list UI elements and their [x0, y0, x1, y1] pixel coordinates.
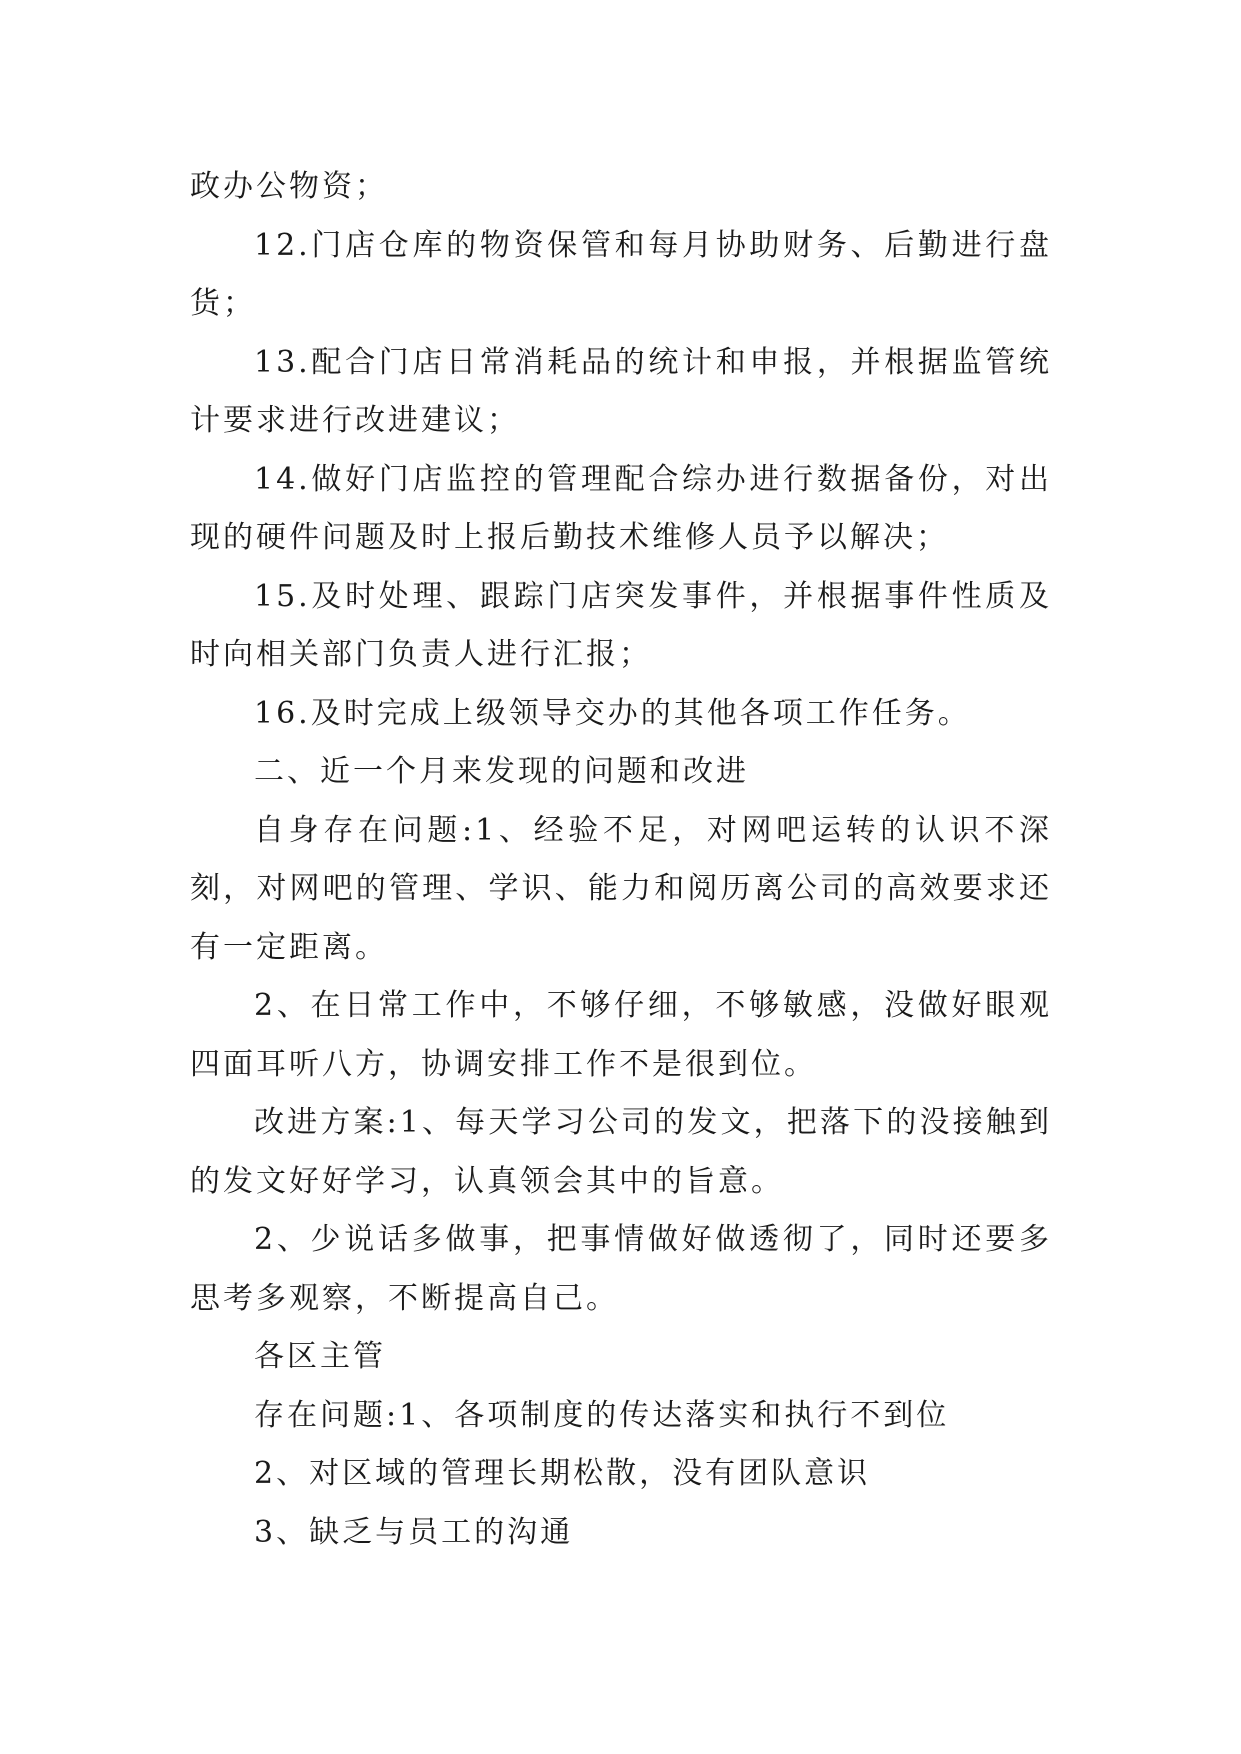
paragraph-continuation: 政办公物资；: [190, 169, 388, 204]
paragraph-self-problems: 自身存在问题:1、经验不足，对网吧运转的认识不深刻，对网吧的管理、学识、能力和阅历离公司的高效要求还有一定距离。: [190, 812, 1052, 965]
paragraph-improvement-plan: 改进方案:1、每天学习公司的发文，把落下的没接触到的发文好好学习，认真领会其中的旨意。: [190, 1105, 1052, 1199]
paragraph-item-12: 12.门店仓库的物资保管和每月协助财务、后勤进行盘货；: [190, 227, 1052, 321]
paragraph-self-problems-2: 2、在日常工作中，不够仔细，不够敏感，没做好眼观四面耳听八方，协调安排工作不是很到位。: [190, 988, 1052, 1082]
subheading-area-supervisors: 各区主管: [254, 1339, 386, 1374]
paragraph-item-14: 14.做好门店监控的管理配合综办进行数据备份，对出现的硬件问题及时上报后勤技术维修人员予以解决；: [190, 461, 1052, 555]
paragraph-improvement-plan-2: 2、少说话多做事，把事情做好做透彻了，同时还要多思考多观察，不断提高自己。: [190, 1222, 1052, 1316]
paragraph-supervisor-problem-1: 存在问题:1、各项制度的传达落实和执行不到位: [254, 1397, 950, 1433]
paragraph-item-16: 16.及时完成上级领导交办的其他各项工作任务。: [254, 695, 971, 731]
paragraph-item-15: 15.及时处理、跟踪门店突发事件，并根据事件性质及时向相关部门负责人进行汇报；: [190, 578, 1052, 672]
paragraph-supervisor-problem-3: 3、缺乏与员工的沟通: [254, 1514, 574, 1550]
paragraph-supervisor-problem-2: 2、对区域的管理长期松散，没有团队意识: [254, 1456, 871, 1491]
paragraph-item-13: 13.配合门店日常消耗品的统计和申报，并根据监管统计要求进行改进建议；: [190, 344, 1052, 438]
document-body: [190, 158, 1052, 1562]
section-heading: 二、近一个月来发现的问题和改进: [254, 754, 749, 789]
